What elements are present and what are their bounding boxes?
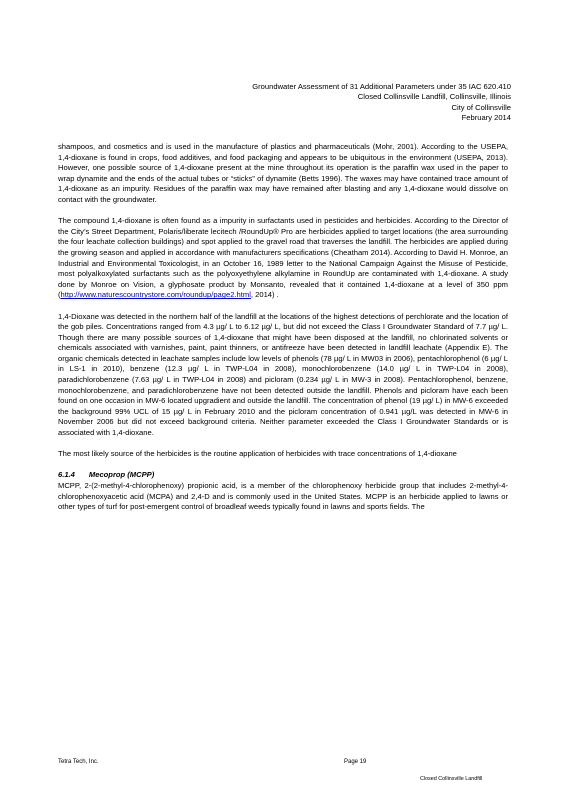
header-site-name: Closed Collinsville Landfill, Collinsville, Illinois xyxy=(357,92,511,102)
footer-page-number: Page 19 xyxy=(344,759,367,765)
paragraph-detections: 1,4-Dioxane was detected in the northern half of the landfill at the locations of the highest detections of perchlorate and the location of the gob piles. Concentrations ranged from 4.3 µg/ L to 6.12 µg/ L, but did not exceed the Class I Groundwater Standard of 7.7 µg/ L. Though there are many possible sources of 1,4-dioxane that might have been disposed at the landfill, no chlorinated solvents or chemicals associated with varnishes, paint, paint thinners, or antifreeze have been detected in landfill leachate (Appendix E). The organic chemicals detected in leachate samples include low levels of phenols (78 µg/ L in MW03 in 2006), pentachlorophenol (6 µg/ L in LS-1 in 2010), benzene (12.3 µg/ L in TWP-L04 in 2008), monochlorobenzene (14.0 µg/ L in TWP-L04 in 2008), paradichlorobenzene (7.63 µg/ L in TWP-L04 in 2008) and picloram (0.234 µg/ L in MW-3 in 2008). Pentachlorophenol, benzene, monochlorobenzene, and paradichlorobenzene have not been detected outside the landfill. Phenols and picloram have each been found on one occasion in MW-6 located upgradient and outside the landfill. The concentration of phenol (19 µg/ L) in MW-6 exceeded the background 99% UCL of 15 µg/ L in February 2010 and the picloram concentration of 0.941 µg/L was detected in MW-6 in November 2006 but did not exceed background criteria. Neither parameter exceeded the Class I Groundwater Standards or is associated with 1,4-dioxane. xyxy=(58,311,508,438)
paragraph-herbicides-text: The compound 1,4-dioxane is often found as a impurity in surfactants used in pesticides and herbicides. According to the Director of the City’s Street Department, Polaris/liberate lecitech /RoundUp® Pro are herbicides applied to target locations (the area surrounding the four leachate collection buildings) and spot applied to the gravel road that traverses the landfill. The herbicides are applied during the growing season and applied in accordance with manufacturers specifications (Cheatham 2014). According to David H. Monroe, an Industrial and Environmental Toxicologist, in an October 16, 1989 letter to the National Campaign Against the Misuse of Pesticide, most polyalkoxylated surfactants such as the polyoxyethylene alkylamine in RoundUp are contaminated with 1,4-dioxane. A study done by Monroe on Vision, a glyphosate product by Monsanto, revealed that it contained 1,4-dioxane at a level of 350 ppm xyxy=(58,216,508,289)
section-heading xyxy=(58,470,508,481)
page-header xyxy=(252,82,511,123)
link-open-paren: ( xyxy=(58,290,61,300)
section-title: Mecoprop (MCPP) xyxy=(88,470,155,480)
reference-link[interactable]: http://www.naturescountrystore.com/roundup/page2.html xyxy=(60,290,251,300)
paragraph-dynamite-wax: shampoos, and cosmetics and is used in the manufacture of plastics and pharmaceuticals (Mohr, 2001). According to the USEPA, 1,4-dioxane is found in crops, food additives, and food packaging and appears to be ubiquitous in the environment (USEPA, 2013). However, one possible source of 1,4-dioxane present at the mine throughout its operation is the paraffin wax used in the paper to wrap dynamite and the ends of the actual tubes or “sticks” of dynamite (Betts 1996). The waxes may have contained trace amount of 1,4-dioxane as an impurity. Residues of the paraffin wax may have remained after blasting and any 1,4-dioxane would dissolve on contact with the groundwater. xyxy=(58,142,508,204)
header-client: City of Collinsville xyxy=(451,102,511,112)
paragraph-mcpp: MCPP, 2-(2-methyl-4-chlorophenoxy) propionic acid, is a member of the chlorophenoxy herbicide group that includes 2-methyl-4-chlorophenoxyacetic acid (MCPA) and 2,4-D and is commonly used in the United States. MCPP is an herbicide applied to lawns or other types of turf for post-emergent control of broadleaf weeds typically found in lawns and sports fields. The xyxy=(58,481,508,512)
footer-company: Tetra Tech, Inc. xyxy=(58,759,99,765)
document-body xyxy=(58,142,508,523)
header-report-title: Groundwater Assessment of 31 Additional Parameters under 35 IAC 620.410 xyxy=(252,82,511,91)
section-number: 6.1.4 xyxy=(58,470,75,480)
link-close-text: , 2014) . xyxy=(250,290,279,300)
paragraph-herbicides xyxy=(58,216,508,301)
paragraph-likely-source: The most likely source of the herbicides is the routine application of herbicides with trace concentrations of 1,4-dioxane xyxy=(58,449,457,459)
footer-site: Closed Collinsville Landfill xyxy=(420,776,483,782)
header-date: February 2014 xyxy=(461,112,511,122)
